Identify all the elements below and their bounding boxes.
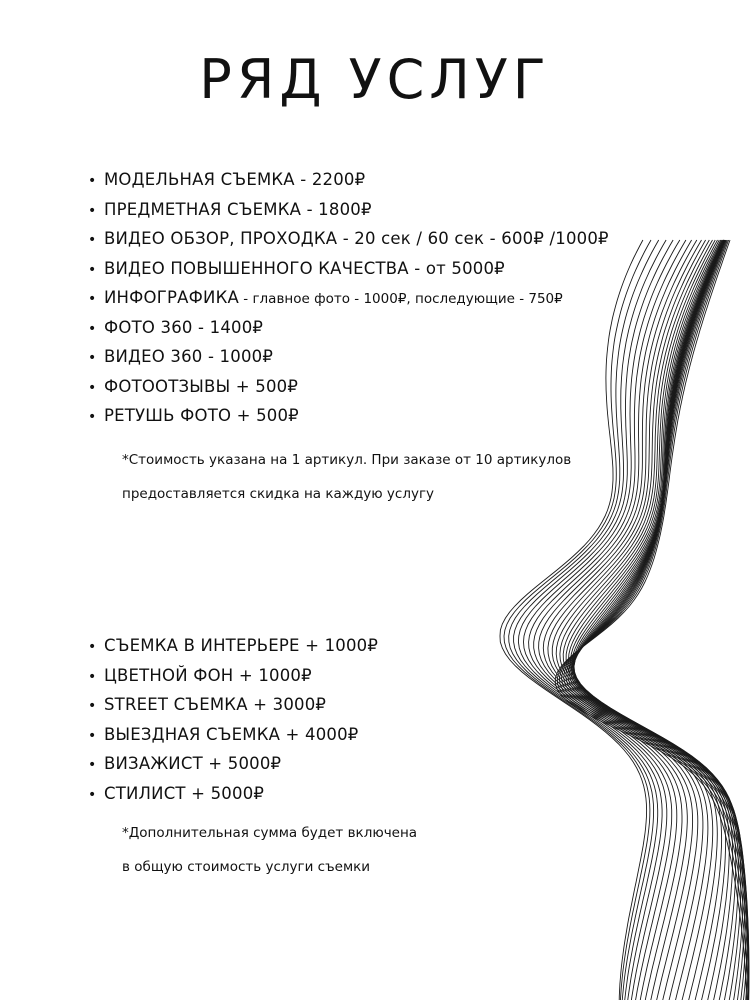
service-label: STREET СЪЕМКА + 3000₽ [104, 695, 327, 714]
service-label: ВИДЕО ОБЗОР, ПРОХОДКА - 20 сек / 60 сек - 600₽ /1000₽ [104, 229, 609, 248]
list-item [88, 224, 609, 254]
bullet-icon: • [88, 173, 97, 189]
list-item [88, 720, 378, 750]
note-line: в общую стоимость услуги съемки [122, 859, 371, 875]
bullet-icon: • [88, 698, 97, 714]
list-item [88, 661, 378, 691]
service-label: ИНФОГРАФИКА [104, 288, 239, 307]
list-item [88, 779, 378, 809]
main-pricing-note [122, 443, 571, 511]
service-label: ВЫЕЗДНАЯ СЪЕМКА + 4000₽ [104, 724, 359, 744]
page-title: РЯД УСЛУГ [199, 48, 551, 111]
bullet-icon: • [88, 409, 97, 425]
service-label: ВИДЕО ПОВЫШЕННОГО КАЧЕСТВА - от 5000₽ [104, 258, 505, 278]
services-main-list [88, 165, 609, 431]
list-item [88, 165, 609, 195]
bullet-icon: • [88, 261, 97, 278]
note-line: предоставляется скидка на каждую услугу [122, 486, 435, 502]
list-item [88, 690, 378, 720]
list-item [88, 195, 609, 225]
list-item [88, 313, 609, 343]
list-item [88, 749, 378, 779]
bullet-icon: • [88, 379, 97, 396]
service-label: МОДЕЛЬНАЯ СЪЕМКА - 2200₽ [104, 170, 366, 189]
note-line: *Стоимость указана на 1 артикул. При заказе от 10 артикулов [122, 452, 572, 468]
service-label: ФОТООТЗЫВЫ + 500₽ [104, 376, 299, 396]
list-item [88, 342, 609, 372]
bullet-icon: • [88, 727, 97, 744]
note-line: *Дополнительная сумма будет включена [122, 825, 418, 841]
service-label: ЦВЕТНОЙ ФОН + 1000₽ [104, 665, 312, 685]
services-extra-list [88, 631, 378, 808]
service-label: ПРЕДМЕТНАЯ СЪЕМКА - 1800₽ [104, 199, 372, 219]
list-item [88, 372, 609, 402]
bullet-icon: • [88, 786, 97, 803]
bullet-icon: • [88, 320, 97, 337]
list-item [88, 401, 609, 431]
service-label: ВИЗАЖИСТ + 5000₽ [104, 754, 282, 773]
bullet-icon: • [88, 291, 97, 307]
bullet-icon: • [88, 202, 97, 219]
bullet-icon: • [88, 350, 97, 366]
list-item [88, 254, 609, 284]
service-label: СТИЛИСТ + 5000₽ [104, 783, 265, 803]
list-item [88, 283, 609, 313]
bullet-icon: • [88, 668, 97, 685]
service-label: ФОТО 360 - 1400₽ [104, 317, 264, 337]
list-item [88, 631, 378, 661]
bullet-icon: • [88, 639, 97, 655]
service-detail: - главное фото - 1000₽, последующие - 750₽ [239, 291, 563, 307]
extra-pricing-note [122, 816, 417, 884]
bullet-icon: • [88, 232, 97, 248]
service-label: ВИДЕО 360 - 1000₽ [104, 347, 274, 366]
bullet-icon: • [88, 757, 97, 773]
service-label: РЕТУШЬ ФОТО + 500₽ [104, 406, 299, 425]
service-label: СЪЕМКА В ИНТЕРЬЕРЕ + 1000₽ [104, 636, 379, 655]
